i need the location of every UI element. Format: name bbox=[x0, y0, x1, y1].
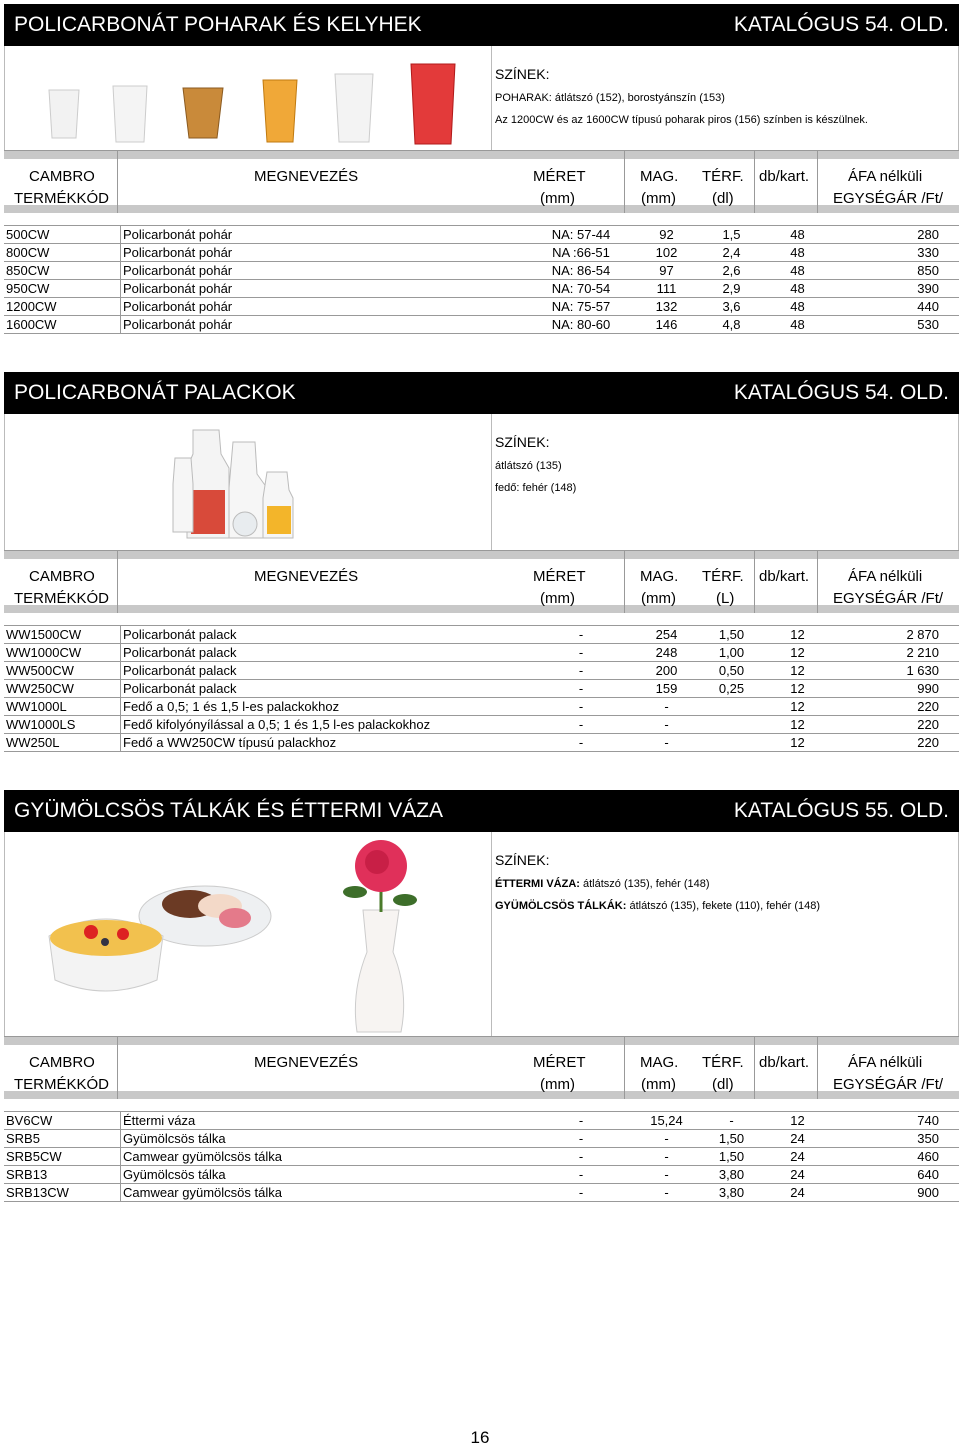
product-size: NA: 80-60 bbox=[528, 316, 634, 334]
table-row bbox=[4, 644, 959, 662]
header-price-2: EGYSÉGÁR /Ft/ bbox=[833, 1076, 944, 1093]
product-code: 850CW bbox=[4, 262, 121, 280]
header-size-unit: (mm) bbox=[540, 1076, 575, 1093]
product-code: 1200CW bbox=[4, 298, 121, 316]
product-volume: - bbox=[699, 1112, 764, 1130]
product-image-bowls-vase bbox=[5, 832, 492, 1036]
section-banner bbox=[4, 4, 959, 46]
product-pcs: 12 bbox=[764, 734, 831, 752]
header-pcs: db/kart. bbox=[759, 568, 810, 585]
product-size: NA: 86-54 bbox=[528, 262, 634, 280]
product-price: 460 bbox=[831, 1148, 959, 1166]
table-header bbox=[4, 1036, 959, 1099]
info-panel bbox=[4, 46, 959, 150]
product-volume: 1,50 bbox=[699, 626, 764, 644]
product-pcs: 48 bbox=[764, 226, 831, 244]
bottles-image bbox=[5, 414, 491, 550]
header-price: ÁFA nélküli bbox=[848, 1054, 923, 1071]
header-code-2: TERMÉKKÓD bbox=[14, 590, 110, 607]
product-price: 330 bbox=[831, 244, 959, 262]
table-row bbox=[4, 734, 959, 752]
header-size: MÉRET bbox=[533, 1054, 586, 1071]
header-price: ÁFA nélküli bbox=[848, 168, 923, 185]
product-price: 220 bbox=[831, 734, 959, 752]
product-price: 530 bbox=[831, 316, 959, 334]
product-price: 2 870 bbox=[831, 626, 959, 644]
product-height: 254 bbox=[634, 626, 699, 644]
product-price: 990 bbox=[831, 680, 959, 698]
color-line: fedő: fehér (148) bbox=[495, 482, 577, 494]
product-name: Policarbonát pohár bbox=[121, 316, 529, 334]
product-code: WW250L bbox=[4, 734, 121, 752]
product-height: 111 bbox=[634, 280, 699, 298]
product-code: SRB13CW bbox=[4, 1184, 121, 1202]
product-height: 97 bbox=[634, 262, 699, 280]
product-name: Policarbonát pohár bbox=[121, 280, 529, 298]
product-name: Fedő kifolyónyílással a 0,5; 1 és 1,5 l-es palackokhoz bbox=[121, 716, 529, 734]
product-pcs: 12 bbox=[764, 626, 831, 644]
header-height-unit: (mm) bbox=[641, 190, 676, 207]
color-line bbox=[495, 900, 958, 912]
product-size: NA: 57-44 bbox=[528, 226, 634, 244]
header-code: CAMBRO bbox=[29, 568, 95, 585]
color-value: átlátszó (135), fehér (148) bbox=[579, 878, 710, 890]
product-pcs: 48 bbox=[764, 280, 831, 298]
header-price-2: EGYSÉGÁR /Ft/ bbox=[833, 590, 944, 607]
product-pcs: 12 bbox=[764, 680, 831, 698]
product-pcs: 12 bbox=[764, 644, 831, 662]
product-size: NA: 75-57 bbox=[528, 298, 634, 316]
product-volume: 4,8 bbox=[699, 316, 764, 334]
table-row bbox=[4, 1166, 959, 1184]
info-panel bbox=[4, 832, 959, 1036]
product-name: Policarbonát pohár bbox=[121, 298, 529, 316]
header-height: MAG. bbox=[640, 1054, 679, 1071]
product-height: 200 bbox=[634, 662, 699, 680]
color-line: átlátszó (135) bbox=[495, 460, 562, 472]
product-pcs: 48 bbox=[764, 244, 831, 262]
product-code: SRB5 bbox=[4, 1130, 121, 1148]
catalog-ref: KATALÓGUS 55. OLD. bbox=[733, 799, 949, 822]
table-row bbox=[4, 1130, 959, 1148]
product-price: 900 bbox=[831, 1184, 959, 1202]
header-volume: TÉRF. bbox=[702, 168, 744, 185]
product-price: 220 bbox=[831, 698, 959, 716]
header-height: MAG. bbox=[640, 568, 679, 585]
product-height: 92 bbox=[634, 226, 699, 244]
product-height: 159 bbox=[634, 680, 699, 698]
header-height: MAG. bbox=[640, 168, 679, 185]
bowls-vase-image bbox=[5, 832, 491, 1036]
product-image-bottles bbox=[5, 414, 492, 550]
product-volume: 1,00 bbox=[699, 644, 764, 662]
header-size-unit: (mm) bbox=[540, 190, 575, 207]
product-size: - bbox=[528, 644, 634, 662]
colors-block bbox=[495, 832, 958, 922]
product-price: 2 210 bbox=[831, 644, 959, 662]
section-title: POLICARBONÁT PALACKOK bbox=[14, 381, 296, 404]
product-price: 740 bbox=[831, 1112, 959, 1130]
product-size: - bbox=[528, 680, 634, 698]
table-row bbox=[4, 244, 959, 262]
table-row bbox=[4, 226, 959, 244]
product-volume: 1,50 bbox=[699, 1130, 764, 1148]
product-height: - bbox=[634, 698, 699, 716]
section-title: GYÜMÖLCSÖS TÁLKÁK ÉS ÉTTERMI VÁZA bbox=[14, 799, 444, 822]
table-header bbox=[4, 550, 959, 613]
header-volume: TÉRF. bbox=[702, 568, 744, 585]
product-pcs: 12 bbox=[764, 716, 831, 734]
info-panel bbox=[4, 414, 959, 550]
header-size-unit: (mm) bbox=[540, 590, 575, 607]
product-volume: 1,50 bbox=[699, 1148, 764, 1166]
product-code: 500CW bbox=[4, 226, 121, 244]
product-size: - bbox=[528, 1130, 634, 1148]
table-row bbox=[4, 1148, 959, 1166]
product-name: Gyümölcsös tálka bbox=[121, 1166, 529, 1184]
product-volume: 0,50 bbox=[699, 662, 764, 680]
product-volume: 3,80 bbox=[699, 1166, 764, 1184]
header-name: MEGNEVEZÉS bbox=[254, 568, 359, 585]
section-glasses bbox=[4, 4, 959, 334]
product-name: Policarbonát pohár bbox=[121, 262, 529, 280]
product-name: Policarbonát pohár bbox=[121, 226, 529, 244]
product-code: WW1000CW bbox=[4, 644, 121, 662]
header-pcs: db/kart. bbox=[759, 168, 810, 185]
product-size: - bbox=[528, 734, 634, 752]
product-image-glasses bbox=[5, 46, 492, 150]
product-height: - bbox=[634, 716, 699, 734]
colors-title: SZÍNEK: bbox=[495, 852, 550, 868]
product-name: Fedő a WW250CW típusú palackhoz bbox=[121, 734, 529, 752]
product-name: Gyümölcsös tálka bbox=[121, 1130, 529, 1148]
color-line: POHARAK: átlátszó (152), borostyánszín (153) bbox=[495, 92, 725, 104]
product-code: SRB5CW bbox=[4, 1148, 121, 1166]
catalog-ref: KATALÓGUS 54. OLD. bbox=[733, 381, 949, 404]
header-height-unit: (mm) bbox=[641, 590, 676, 607]
product-price: 220 bbox=[831, 716, 959, 734]
product-pcs: 12 bbox=[764, 662, 831, 680]
product-volume bbox=[699, 734, 764, 752]
table-row bbox=[4, 662, 959, 680]
product-size: - bbox=[528, 1166, 634, 1184]
header-volume-unit: (L) bbox=[716, 590, 735, 607]
header-name: MEGNEVEZÉS bbox=[254, 1054, 359, 1071]
product-price: 850 bbox=[831, 262, 959, 280]
section-banner bbox=[4, 790, 959, 832]
product-height: 102 bbox=[634, 244, 699, 262]
product-name: Fedő a 0,5; 1 és 1,5 l-es palackokhoz bbox=[121, 698, 529, 716]
table-row bbox=[4, 280, 959, 298]
product-pcs: 24 bbox=[764, 1130, 831, 1148]
product-price: 390 bbox=[831, 280, 959, 298]
product-pcs: 48 bbox=[764, 316, 831, 334]
product-size: NA :66-51 bbox=[528, 244, 634, 262]
color-label: GYÜMÖLCSÖS TÁLKÁK: bbox=[495, 900, 627, 912]
table-row bbox=[4, 716, 959, 734]
header-price-2: EGYSÉGÁR /Ft/ bbox=[833, 190, 944, 207]
product-pcs: 12 bbox=[764, 1112, 831, 1130]
product-height: - bbox=[634, 1148, 699, 1166]
header-price: ÁFA nélküli bbox=[848, 568, 923, 585]
header-volume-unit: (dl) bbox=[712, 1076, 734, 1093]
product-table bbox=[4, 1111, 959, 1202]
product-name: Policarbonát palack bbox=[121, 644, 529, 662]
product-volume: 3,6 bbox=[699, 298, 764, 316]
color-label: ÉTTERMI VÁZA: bbox=[495, 878, 580, 890]
glasses-image bbox=[5, 46, 491, 150]
table-row bbox=[4, 698, 959, 716]
header-volume: TÉRF. bbox=[702, 1054, 744, 1071]
product-price: 280 bbox=[831, 226, 959, 244]
product-name: Policarbonát palack bbox=[121, 662, 529, 680]
product-pcs: 24 bbox=[764, 1148, 831, 1166]
product-size: - bbox=[528, 662, 634, 680]
product-name: Policarbonát pohár bbox=[121, 244, 529, 262]
product-volume: 0,25 bbox=[699, 680, 764, 698]
table-row bbox=[4, 626, 959, 644]
header-code: CAMBRO bbox=[29, 1054, 95, 1071]
section-banner bbox=[4, 372, 959, 414]
section-bottles bbox=[4, 372, 959, 752]
product-price: 350 bbox=[831, 1130, 959, 1148]
table-row bbox=[4, 298, 959, 316]
product-volume: 2,4 bbox=[699, 244, 764, 262]
product-name: Policarbonát palack bbox=[121, 626, 529, 644]
header-size: MÉRET bbox=[533, 168, 586, 185]
colors-block bbox=[495, 414, 958, 504]
header-pcs: db/kart. bbox=[759, 1054, 810, 1071]
product-size: - bbox=[528, 716, 634, 734]
product-size: - bbox=[528, 1184, 634, 1202]
header-volume-unit: (dl) bbox=[712, 190, 734, 207]
product-name: Camwear gyümölcsös tálka bbox=[121, 1184, 529, 1202]
product-height: 248 bbox=[634, 644, 699, 662]
header-code-2: TERMÉKKÓD bbox=[14, 1076, 110, 1093]
table-header bbox=[4, 150, 959, 213]
product-code: 950CW bbox=[4, 280, 121, 298]
color-line: Az 1200CW és az 1600CW típusú poharak piros (156) színben is készülnek. bbox=[495, 114, 868, 126]
product-pcs: 48 bbox=[764, 262, 831, 280]
product-name: Policarbonát palack bbox=[121, 680, 529, 698]
product-volume: 2,6 bbox=[699, 262, 764, 280]
product-height: - bbox=[634, 1184, 699, 1202]
product-height: 146 bbox=[634, 316, 699, 334]
header-code-2: TERMÉKKÓD bbox=[14, 190, 110, 207]
product-code: SRB13 bbox=[4, 1166, 121, 1184]
product-price: 640 bbox=[831, 1166, 959, 1184]
product-code: WW250CW bbox=[4, 680, 121, 698]
product-size: NA: 70-54 bbox=[528, 280, 634, 298]
product-name: Camwear gyümölcsös tálka bbox=[121, 1148, 529, 1166]
page-number: 16 bbox=[470, 1428, 490, 1447]
section-title: POLICARBONÁT POHARAK ÉS KELYHEK bbox=[14, 13, 422, 36]
header-name: MEGNEVEZÉS bbox=[254, 168, 359, 185]
product-code: WW1000L bbox=[4, 698, 121, 716]
product-height: - bbox=[634, 734, 699, 752]
header-height-unit: (mm) bbox=[641, 1076, 676, 1093]
product-code: 800CW bbox=[4, 244, 121, 262]
product-size: - bbox=[528, 698, 634, 716]
product-size: - bbox=[528, 1112, 634, 1130]
product-table bbox=[4, 225, 959, 334]
product-code: WW1500CW bbox=[4, 626, 121, 644]
colors-title: SZÍNEK: bbox=[495, 66, 550, 82]
product-height: - bbox=[634, 1130, 699, 1148]
product-pcs: 24 bbox=[764, 1184, 831, 1202]
product-code: 1600CW bbox=[4, 316, 121, 334]
header-size: MÉRET bbox=[533, 568, 586, 585]
product-code: WW500CW bbox=[4, 662, 121, 680]
product-price: 440 bbox=[831, 298, 959, 316]
product-size: - bbox=[528, 1148, 634, 1166]
table-row bbox=[4, 262, 959, 280]
product-code: BV6CW bbox=[4, 1112, 121, 1130]
table-row bbox=[4, 1184, 959, 1202]
product-pcs: 48 bbox=[764, 298, 831, 316]
color-line bbox=[495, 878, 958, 890]
product-table bbox=[4, 625, 959, 752]
product-price: 1 630 bbox=[831, 662, 959, 680]
product-volume: 3,80 bbox=[699, 1184, 764, 1202]
table-row bbox=[4, 1112, 959, 1130]
product-height: 132 bbox=[634, 298, 699, 316]
section-bowls-vase bbox=[4, 790, 959, 1202]
product-height: 15,24 bbox=[634, 1112, 699, 1130]
product-height: - bbox=[634, 1166, 699, 1184]
product-pcs: 12 bbox=[764, 698, 831, 716]
table-row bbox=[4, 680, 959, 698]
product-pcs: 24 bbox=[764, 1166, 831, 1184]
table-row bbox=[4, 316, 959, 334]
header-code: CAMBRO bbox=[29, 168, 95, 185]
product-volume bbox=[699, 698, 764, 716]
product-volume: 1,5 bbox=[699, 226, 764, 244]
product-name: Éttermi váza bbox=[121, 1112, 529, 1130]
product-volume bbox=[699, 716, 764, 734]
colors-title: SZÍNEK: bbox=[495, 434, 550, 450]
catalog-ref: KATALÓGUS 54. OLD. bbox=[733, 13, 949, 36]
product-volume: 2,9 bbox=[699, 280, 764, 298]
color-value: átlátszó (135), fekete (110), fehér (148) bbox=[626, 900, 821, 912]
product-code: WW1000LS bbox=[4, 716, 121, 734]
product-size: - bbox=[528, 626, 634, 644]
colors-block bbox=[495, 46, 958, 136]
